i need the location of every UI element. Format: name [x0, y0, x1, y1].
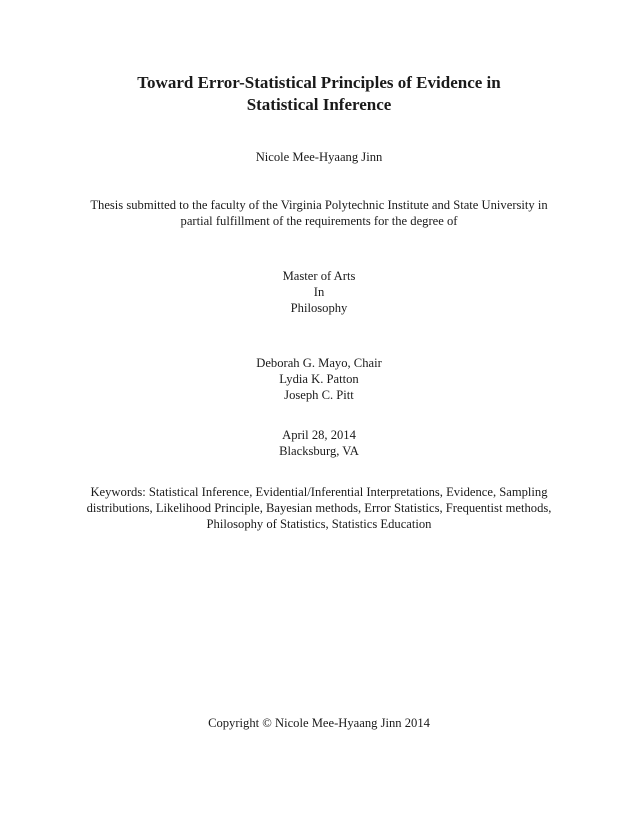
- degree-field: Philosophy: [290, 301, 348, 315]
- keywords-line-1: Keywords: Statistical Inference, Evidential/Inferential Interpretations, Evidence, Sampling: [90, 485, 548, 499]
- committee-list: [0, 355, 638, 403]
- degree-connector: In: [313, 285, 325, 299]
- degree-name: Master of Arts: [282, 269, 356, 283]
- thesis-title-line-1: Toward Error-Statistical Principles of Evidence in: [137, 73, 501, 92]
- committee-member: Joseph C. Pitt: [284, 388, 354, 402]
- defense-place: Blacksburg, VA: [279, 444, 359, 458]
- copyright-notice: [0, 715, 638, 731]
- thesis-title: [0, 72, 638, 116]
- author-name-text: Nicole Mee-Hyaang Jinn: [255, 150, 383, 164]
- submission-statement-line-1: Thesis submitted to the faculty of the Virginia Polytechnic Institute and State University in: [90, 198, 548, 212]
- author-name: [0, 149, 638, 165]
- keywords-block: [0, 484, 638, 532]
- thesis-title-line-2: Statistical Inference: [246, 95, 392, 114]
- committee-member-chair: Deborah G. Mayo, Chair: [256, 356, 382, 370]
- submission-statement: [0, 197, 638, 229]
- keywords-line-2: distributions, Likelihood Principle, Bayesian methods, Error Statistics, Frequentist methods,: [86, 501, 552, 515]
- defense-date: April 28, 2014: [282, 428, 356, 442]
- copyright-text: Copyright © Nicole Mee-Hyaang Jinn 2014: [208, 716, 430, 730]
- degree-block: [0, 268, 638, 316]
- date-and-place: [0, 427, 638, 459]
- keywords-line-3: Philosophy of Statistics, Statistics Education: [206, 517, 432, 531]
- submission-statement-line-2: partial fulfillment of the requirements for the degree of: [180, 214, 458, 228]
- committee-member: Lydia K. Patton: [279, 372, 359, 386]
